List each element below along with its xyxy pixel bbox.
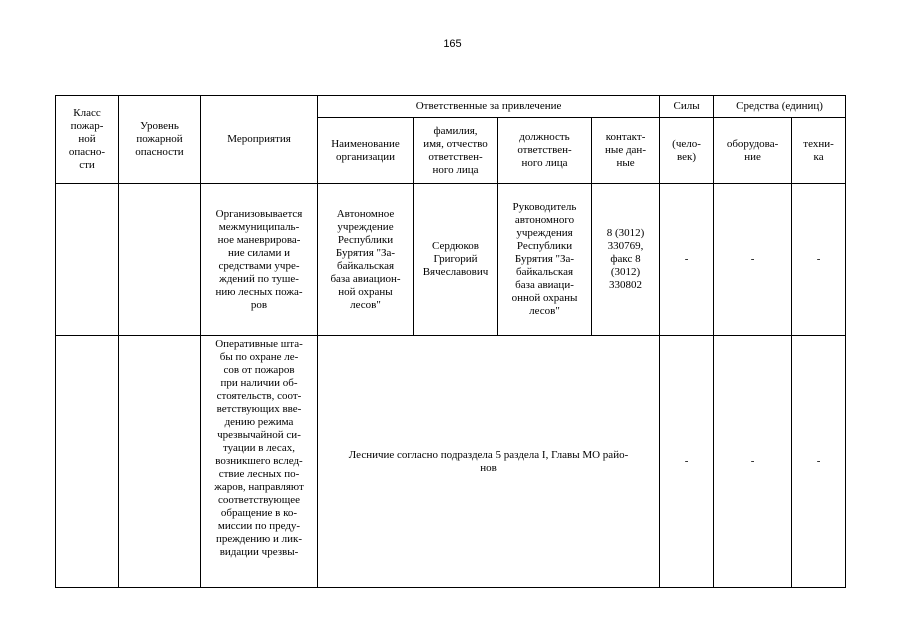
cell-measure: Организовывается межмуниципаль- ное маневрирова- ние силами и средствами учре- ждений по туше- нию лесных пожа- ров xyxy=(201,184,318,336)
table-row xyxy=(56,336,846,588)
header-vehicles: техни- ка xyxy=(792,118,846,184)
cell-person: Сердюков Григорий Вячеславович xyxy=(414,184,498,336)
cell-level xyxy=(119,336,201,588)
header-row-group xyxy=(56,96,846,118)
header-contacts: контакт- ные дан- ные xyxy=(592,118,660,184)
header-means: Средства (единиц) xyxy=(714,96,846,118)
cell-people: - xyxy=(660,336,714,588)
cell-class xyxy=(56,336,119,588)
cell-measure: Оперативные шта- бы по охране ле- сов от пожаров при наличии об- стоятельств, соот- ветствующих вве- дению режима чрезвычайной си- туации в лесах, возникшего вслед- ствие лесных по- жаров, направляют соответствующее обращение в ко- миссии по преду- преждению и лик- видации чрезвы- xyxy=(201,336,318,588)
header-measures: Мероприятия xyxy=(201,96,318,184)
cell-equipment: - xyxy=(714,336,792,588)
header-person-name: фамилия, имя, отчество ответствен- ного лица xyxy=(414,118,498,184)
cell-contacts: 8 (3012) 330769, факс 8 (3012) 330802 xyxy=(592,184,660,336)
cell-position: Руководитель автономного учреждения Республики Бурятия "За- байкальская база авиаци- онной охраны лесов" xyxy=(498,184,592,336)
header-class: Класс пожар- ной опасно- сти xyxy=(56,96,119,184)
header-equipment: оборудова- ние xyxy=(714,118,792,184)
header-org-name: Наименование организации xyxy=(318,118,414,184)
cell-people: - xyxy=(660,184,714,336)
header-position: должность ответствен- ного лица xyxy=(498,118,592,184)
cell-vehicles: - xyxy=(792,184,846,336)
cell-vehicles: - xyxy=(792,336,846,588)
resource-table xyxy=(55,95,846,588)
cell-merged-responsible: Лесничие согласно подраздела 5 раздела I, Главы МО райо- нов xyxy=(318,336,660,588)
cell-org: Автономное учреждение Республики Бурятия "За- байкальская база авиацион- ной охраны лесов" xyxy=(318,184,414,336)
cell-level xyxy=(119,184,201,336)
table-row xyxy=(56,184,846,336)
header-forces: Силы xyxy=(660,96,714,118)
page-number: 165 xyxy=(443,38,462,50)
cell-equipment: - xyxy=(714,184,792,336)
header-responsible: Ответственные за привлечение xyxy=(318,96,660,118)
header-people: (чело- век) xyxy=(660,118,714,184)
header-level: Уровень пожарной опасности xyxy=(119,96,201,184)
cell-class xyxy=(56,184,119,336)
